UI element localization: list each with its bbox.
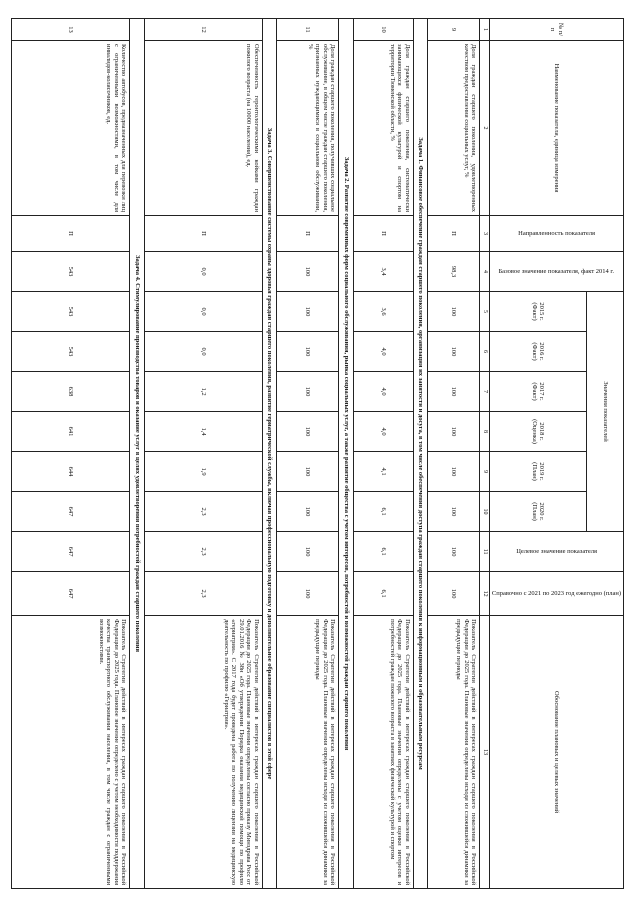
indicator-target: 100 [277, 532, 339, 572]
value-2015: 0,0 [144, 292, 262, 332]
header-reference [489, 572, 623, 616]
indicator-reference: 6,1 [353, 572, 413, 616]
indicator-justification: Показатель Стратегии действий в интересах граждан старшего поколения в Российской Федерации до 2025 года. Плановые значения определены согласно приказу Минздрава Росс от 29.01.2016 № 38н «Об утверждении Порядка оказания медицинской помощи по профилю «гериатрия». С 2017 года будет проведена работа по получению лицензии на медицинскую деятельность по профилю «Гериатрия». [144, 616, 262, 889]
value-2019: 4,1 [353, 452, 413, 492]
indicator-direction: П [277, 216, 339, 252]
value-2020: 100 [428, 492, 480, 532]
value-2019: 644 [12, 452, 130, 492]
indicator-target: 100 [428, 532, 480, 572]
indicator-base: 100 [277, 252, 339, 292]
indicator-reference: 100 [428, 572, 480, 616]
value-2015: 543 [12, 292, 130, 332]
value-2017: 1,2 [144, 372, 262, 412]
table-row [144, 19, 262, 889]
value-2017: 100 [277, 372, 339, 412]
indicator-target: 6,1 [353, 532, 413, 572]
value-2018: 100 [277, 412, 339, 452]
indicator-direction: П [428, 216, 480, 252]
indicator-name: Доля граждан старшего поколения, удовлетворенных качеством предоставления социальных услуг, % [428, 41, 480, 216]
indicator-base: 98,3 [428, 252, 480, 292]
value-2016: 4,0 [353, 332, 413, 372]
col-number: 13 [480, 616, 490, 889]
indicator-target: 647 [12, 532, 130, 572]
indicator-target: 2,3 [144, 532, 262, 572]
task-label: Задача 2. Развитие современных форм социального обслуживания, рынка социальных услуг, а также развитие общества с учетом интересов, потребностей и возможностей граждан старшего поколения [339, 19, 353, 889]
task-row [262, 19, 276, 889]
value-2016: 100 [428, 332, 480, 372]
indicator-justification: Показатель Стратегии действий в интересах граждан старшего поколения в Российской Федерации до 2025 года. Плановые значения определены исходя из сложившейся динамики за предыдущие периоды [428, 616, 480, 889]
indicator-justification: Показатель Стратегии действий в интересах граждан старшего поколения в Российской Федерации до 2025 года. Плановые значения определены исходя из сложившейся динамики за предыдущие периоды [277, 616, 339, 889]
rotated-content [14, 18, 624, 888]
table-row [428, 19, 480, 889]
row-number: 13 [12, 19, 130, 41]
value-2019: 1,9 [144, 452, 262, 492]
indicator-base: 543 [12, 252, 130, 292]
value-2016: 543 [12, 332, 130, 372]
header-values-group: Значения показателей [587, 292, 624, 532]
col-number: 3 [480, 216, 490, 252]
indicator-direction: П [12, 216, 130, 252]
header-base-text: Базовое значение показателя, факт 2014 г. [498, 267, 615, 275]
header-target [489, 532, 623, 572]
value-2019: 100 [277, 452, 339, 492]
value-2017: 638 [12, 372, 130, 412]
col-number: 11 [480, 532, 490, 572]
task-label: Задача 1. Финансовое обеспечение граждан старшего поколения, организация их занятости и досуга, в том числе обеспечения доступа граждан старшего поколения к информационным и образовательным ресурсам [413, 19, 427, 889]
indicator-base: 0,0 [144, 252, 262, 292]
col-number: 7 [480, 372, 490, 412]
value-2015: 100 [428, 292, 480, 332]
col-number: 1 [480, 19, 490, 41]
header-year-2015: 2015 г. (Факт) [489, 292, 586, 332]
row-number: 10 [353, 19, 413, 41]
value-2015: 100 [277, 292, 339, 332]
indicator-direction: П [353, 216, 413, 252]
indicator-justification: Показатель Стратегии действий в интересах граждан старшего поколения в Российской Федерации до 2025 года. Плановое значение определено с учетом необходимости поддержания качества транспортного обслуживания населения, в том числе граждан с ограниченными возможностями. [12, 616, 130, 889]
table-row [12, 19, 130, 889]
header-direction-text: Направленность показателя [518, 229, 595, 237]
indicator-direction: П [144, 216, 262, 252]
header-year-2017: 2017 г. (Факт) [489, 372, 586, 412]
header-direction [489, 216, 623, 252]
value-2017: 100 [428, 372, 480, 412]
value-2018: 641 [12, 412, 130, 452]
task-label: Задача 3. Совершенствование системы охраны здоровья граждан старшего поколения, развитие гериатрической службы, включая профессиональную подготовку и дополнительное образование специалистов в этой сфере [262, 19, 276, 889]
col-number: 10 [480, 492, 490, 532]
value-2018: 4,0 [353, 412, 413, 452]
indicator-reference: 647 [12, 572, 130, 616]
task-row [413, 19, 427, 889]
value-2020: 647 [12, 492, 130, 532]
indicator-justification: Показатель Стратегии действий в интересах граждан старшего поколения в Российской Федерации до 2025 года. Плановые значения определены с учетом оценки интересов и потребностей граждан пожилого возраста в занятиях физической культурой и спортом [353, 616, 413, 889]
col-number: 2 [480, 41, 490, 216]
value-2020: 6,1 [353, 492, 413, 532]
row-number: 11 [277, 19, 339, 41]
task-row [339, 19, 353, 889]
header-year-2016: 2016 г. (Факт) [489, 332, 586, 372]
header-target-text: Целевое значение показателя [516, 547, 597, 555]
row-number: 12 [144, 19, 262, 41]
table-row [353, 19, 413, 889]
value-2017: 4,0 [353, 372, 413, 412]
header-year-2020: 2020 г. (План) [489, 492, 586, 532]
column-numbers-row [480, 19, 490, 889]
header-year-2019: 2019 г. (План) [489, 452, 586, 492]
indicators-table [11, 18, 624, 889]
table-row [277, 19, 339, 889]
header-name: Наименование показателя, единица измерения [489, 41, 623, 216]
value-2020: 100 [277, 492, 339, 532]
value-2020: 2,3 [144, 492, 262, 532]
header-justification: Обоснование плановых и целевых значений [489, 616, 623, 889]
indicator-name: Обеспеченность геронтологическими койками граждан пожилого возраста (на 10000 населения), ед. [144, 41, 262, 216]
indicator-reference: 2,3 [144, 572, 262, 616]
value-2018: 1,4 [144, 412, 262, 452]
row-number: 9 [428, 19, 480, 41]
value-2018: 100 [428, 412, 480, 452]
col-number: 5 [480, 292, 490, 332]
header-num: № п/п [489, 19, 623, 41]
col-number: 8 [480, 412, 490, 452]
value-2016: 0,0 [144, 332, 262, 372]
indicator-name: Доля граждан старшего поколения, систематически занимающихся физической культурой и спортом на территории Тюменской области, % [353, 41, 413, 216]
col-number: 12 [480, 572, 490, 616]
indicator-name: Количество автобусов, предназначенных для перевозки лиц с ограниченными возможностями, в том числе для инвалидов-колясочников, ед. [12, 41, 130, 216]
header-year-2018: 2018 г. (Оценка) [489, 412, 586, 452]
col-number: 9 [480, 452, 490, 492]
task-label: Задача 4. Стимулирование производства товаров и оказание услуг в целях удовлетворения потребностей граждан старшего поколения [130, 19, 144, 889]
task-row [130, 19, 144, 889]
col-number: 4 [480, 252, 490, 292]
indicator-base: 3,4 [353, 252, 413, 292]
header-base [489, 252, 623, 292]
header-reference-text: Справочно с 2021 по 2023 год ежегодно (план) [491, 589, 621, 597]
indicator-name: Доля граждан старшего поколения, получивших социальное обслуживание, в общем числе граждан старшего поколения, признанных нуждающимися в социальном обслуживании, % [277, 41, 339, 216]
col-number: 6 [480, 332, 490, 372]
indicator-reference: 100 [277, 572, 339, 616]
value-2019: 100 [428, 452, 480, 492]
value-2015: 3,6 [353, 292, 413, 332]
value-2016: 100 [277, 332, 339, 372]
